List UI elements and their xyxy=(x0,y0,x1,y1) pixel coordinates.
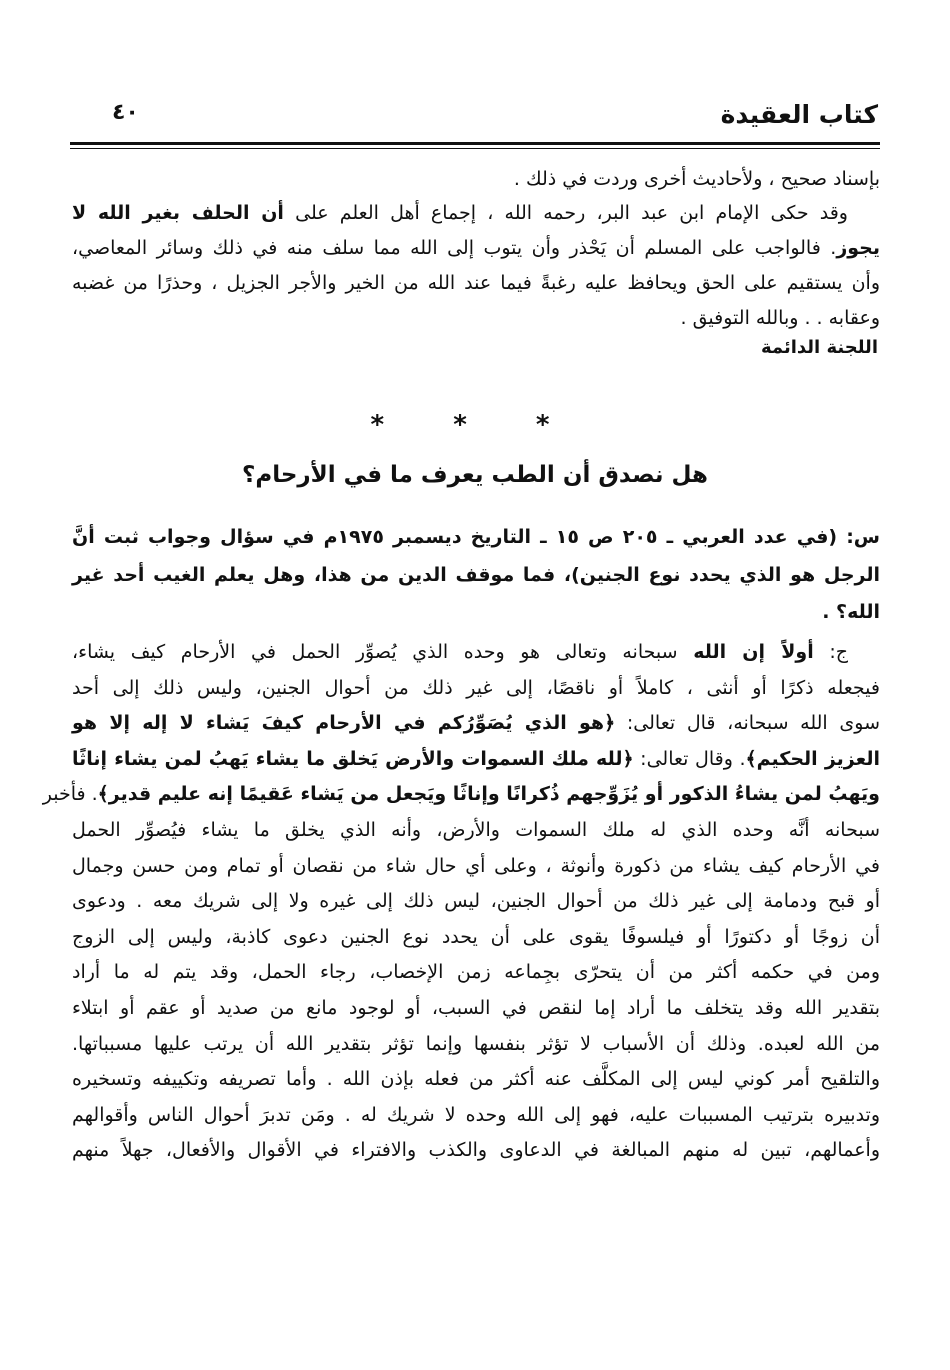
answer-line xyxy=(72,886,880,916)
header-rule-thick xyxy=(70,142,880,145)
answer-line xyxy=(72,815,880,845)
text: سوى الله سبحانه، قال تعالى: xyxy=(615,712,880,735)
bold-text: الرجل هو الذي يحدد نوع الجنين)، فما موقف الدين من هذا، وهل يعلم الغيب أحد غير xyxy=(72,564,880,586)
text: ومن في حكمه أكثر من أن يتحرّى بجِماعه زمن الإخصاب، رجاء الحمل، وقد يتم له ما أراد xyxy=(72,961,880,984)
text: وتدبيره بترتيب المسببات عليه، فهو إلى الله وحده لا شريك له . ومَن تدبرَ أحوال الناس وأقوالهم xyxy=(72,1103,880,1126)
text: أن زوجًا أو دكتورًا أو فيلسوفًا يقوى على أن يحدد نوع الجنين دعوى كاذبة، وليس إلى الزوج xyxy=(72,925,880,948)
question-line xyxy=(72,560,880,590)
text: . فالواجب على المسلم أن يَحْذر وأن يتوب إلى الله مما سلف منه في ذلك وسائر المعاصي، xyxy=(72,237,837,259)
text: بتقدير الله وقد يتخلف ما أراد إما لنقص في السبب، أو لوجود مانع من صديد أو عقم أو ابتلاء xyxy=(72,997,880,1019)
text: وعقابه . . وبالله التوفيق . xyxy=(680,307,880,329)
bold-text: الله؟ . xyxy=(822,601,880,623)
text: بإسناد صحيح ، ولأحاديث أخرى وردت في ذلك . xyxy=(513,168,880,190)
section-separator: * * * xyxy=(370,410,580,440)
answer-line xyxy=(72,744,880,774)
text: أو قبح ودمامة إلى غير ذلك من أحوال الجنين، ليس ذلك إلى غيره ولا إلى شريك معه . ودعوى xyxy=(72,890,880,913)
text: من الله لعبده. وذلك أن الأسباب لا تؤثر بنفسها وإنما تؤثر بتقدير الله أن يرتب عليها مسبباتها. xyxy=(72,1032,880,1055)
text: فيجعله ذكرًا أو أنثى ، كاملاً أو ناقصًا، إلى غير ذلك من أحوال الجنين، وليس ذلك إلى أحد xyxy=(72,676,880,699)
text: وأن يستقيم على الحق ويحافظ عليه رغبةً فيما عند الله من الخير والأجر الجزيل ، وحذرًا من غضبه xyxy=(72,272,880,294)
question-line xyxy=(72,597,880,627)
bold-text: ﴿لله ملك السموات والأرض يَخلق ما يشاء يَهبُ لمن يشاء إناثًا xyxy=(72,747,634,770)
answer-line xyxy=(72,673,880,703)
body-line xyxy=(72,303,880,333)
header-rule-thin xyxy=(70,148,880,149)
answer-line xyxy=(72,851,880,881)
text: ج: xyxy=(813,641,849,663)
bold-text: ﴿هو الذي يُصَوِّرُكم في الأرحام كيفَ يَشاء لا إله إلا هو xyxy=(72,712,616,735)
text: وقد حكى الإمام ابن عبد البر، رحمه الله ، إجماع أهل العلم على xyxy=(283,202,848,224)
text: وأعمالهم، تبين له منهم المبالغة في الدعاوى والكذب والافتراء في الأقوال والأفعال، جهلاً منهم xyxy=(72,1139,880,1162)
section-title: هل نصدق أن الطب يعرف ما في الأرحام؟ xyxy=(242,462,708,488)
question-line xyxy=(72,522,880,552)
answer-line xyxy=(72,1135,880,1165)
answer-line xyxy=(72,1029,880,1059)
bold-text: أن الحلف بغير الله لا xyxy=(72,202,284,224)
signature: اللجنة الدائمة xyxy=(760,337,878,358)
bold-text: ويَهبُ لمن يشاءُ الذكور أو يُزَوِّجهم ذُكرانًا وإناثًا ويَجعل من يَشاء عَقيمًا إنه عليم قدير﴾ xyxy=(97,783,880,806)
answer-line xyxy=(72,957,880,987)
text: سبحانه وتعالى هو وحده الذي يُصوِّر الحمل في الأرحام كيف يشاء، xyxy=(72,641,694,663)
bold-text: س: (في عدد العربي ـ ٢٠٥ ص ١٥ ـ التاريخ ديسمبر ١٩٧٥م في سؤال وجواب ثبت أنَّ xyxy=(72,526,881,548)
book-title: كتاب العقيدة xyxy=(720,100,878,129)
answer-line xyxy=(42,779,880,809)
text: سبحانه أنَّه وحده الذي له ملك السموات والأرض، وأنه الذي يخلق ما يشاء فيُصوِّر الحمل xyxy=(72,819,880,841)
page-number: ٤٠ xyxy=(112,100,139,125)
answer-line xyxy=(72,637,880,667)
text: والتلقيح أمر كوني ليس إلى المكلَّف عنه أكثر من فعله بإذن الله . وأما تصريفه وتكييفه وتسخيره xyxy=(72,1068,880,1091)
body-line xyxy=(72,198,880,228)
text: . وقال تعالى: xyxy=(633,747,746,770)
bold-text: يجوز xyxy=(836,237,880,259)
answer-line xyxy=(72,708,880,738)
answer-line xyxy=(72,993,880,1023)
text: . فأخبر xyxy=(42,783,98,806)
body-line xyxy=(72,268,880,298)
answer-line xyxy=(72,1064,880,1094)
text: في الأرحام كيف يشاء من ذكورة وأنوثة ، وعلى أي حال شاء من نقصان أو تمام ومن حسن وجمال xyxy=(72,854,880,877)
bold-text: أولاً إن الله xyxy=(693,641,814,663)
body-line xyxy=(72,164,880,194)
answer-line xyxy=(72,1100,880,1130)
body-line xyxy=(72,233,880,263)
answer-line xyxy=(72,922,880,952)
bold-text: العزيز الحكيم﴾ xyxy=(745,747,880,770)
